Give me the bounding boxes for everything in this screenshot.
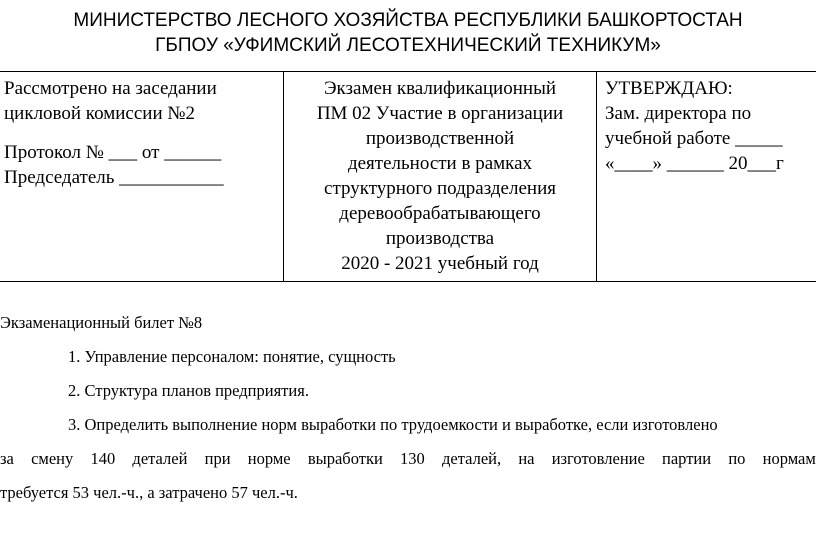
protocol-line: Протокол № ___ от ______ [4, 142, 222, 163]
exam-line-2: ПМ 02 Участие в организации [316, 103, 564, 124]
question-3-word: выработки [307, 449, 383, 468]
approver-line-2: учебной работе _____ [605, 128, 783, 149]
question-3-word: изготовление [551, 449, 645, 468]
institution-name: ГБПОУ «УФИМСКИЙ ЛЕСОТЕХНИЧЕСКИЙ ТЕХНИКУМ» [155, 35, 661, 56]
approver-line-1: Зам. директора по [605, 103, 752, 124]
exam-line-7: производства [385, 228, 495, 249]
exam-line-6: деревообрабатывающего [339, 203, 541, 224]
commission-cell [0, 72, 283, 281]
question-3-word: при [204, 449, 231, 468]
question-3-word: 130 [400, 449, 425, 468]
approval-table [0, 71, 816, 282]
ministry-name: МИНИСТЕРСТВО ЛЕСНОГО ХОЗЯЙСТВА РЕСПУБЛИКИ БАШКОРТОСТАН [73, 10, 743, 31]
exam-line-5: структурного подразделения [324, 178, 556, 199]
question-3-word: партии [662, 449, 712, 468]
chairman-line: Председатель ___________ [4, 167, 224, 188]
question-3-word: деталей, [441, 449, 502, 468]
commission-line-2: цикловой комиссии №2 [4, 103, 195, 124]
exam-line-3: производственной [365, 128, 515, 149]
question-3-word: нормам [762, 449, 816, 468]
exam-title-cell [283, 72, 596, 281]
question-3-line-3: требуется 53 чел.-ч., а затрачено 57 чел.-ч. [0, 483, 298, 502]
question-2: 2. Структура планов предприятия. [68, 381, 309, 400]
question-3-word: 140 [90, 449, 116, 468]
question-3-word: по [728, 449, 746, 468]
document-header [0, 8, 816, 58]
exam-line-1: Экзамен квалификационный [324, 78, 556, 99]
question-3-word: норме [247, 449, 291, 468]
approve-heading: УТВЕРЖДАЮ: [605, 78, 733, 99]
question-3-line-2 [0, 449, 816, 469]
exam-line-4: деятельности в рамках [347, 153, 533, 174]
question-3-word: деталей [132, 449, 188, 468]
approval-cell [596, 72, 816, 281]
question-1: 1. Управление персоналом: понятие, сущность [68, 347, 396, 366]
academic-year: 2020 - 2021 учебный год [341, 253, 539, 274]
question-3-word: за [0, 449, 14, 468]
approval-date-line: «____» ______ 20___г [605, 153, 784, 174]
question-3-word: на [518, 449, 535, 468]
commission-line-1: Рассмотрено на заседании [4, 78, 217, 99]
ticket-title: Экзаменационный билет №8 [0, 313, 203, 332]
question-3-word: смену [31, 449, 74, 468]
question-3-line-1: 3. Определить выполнение норм выработки по трудоемкости и выработке, если изготовлено [68, 415, 718, 434]
